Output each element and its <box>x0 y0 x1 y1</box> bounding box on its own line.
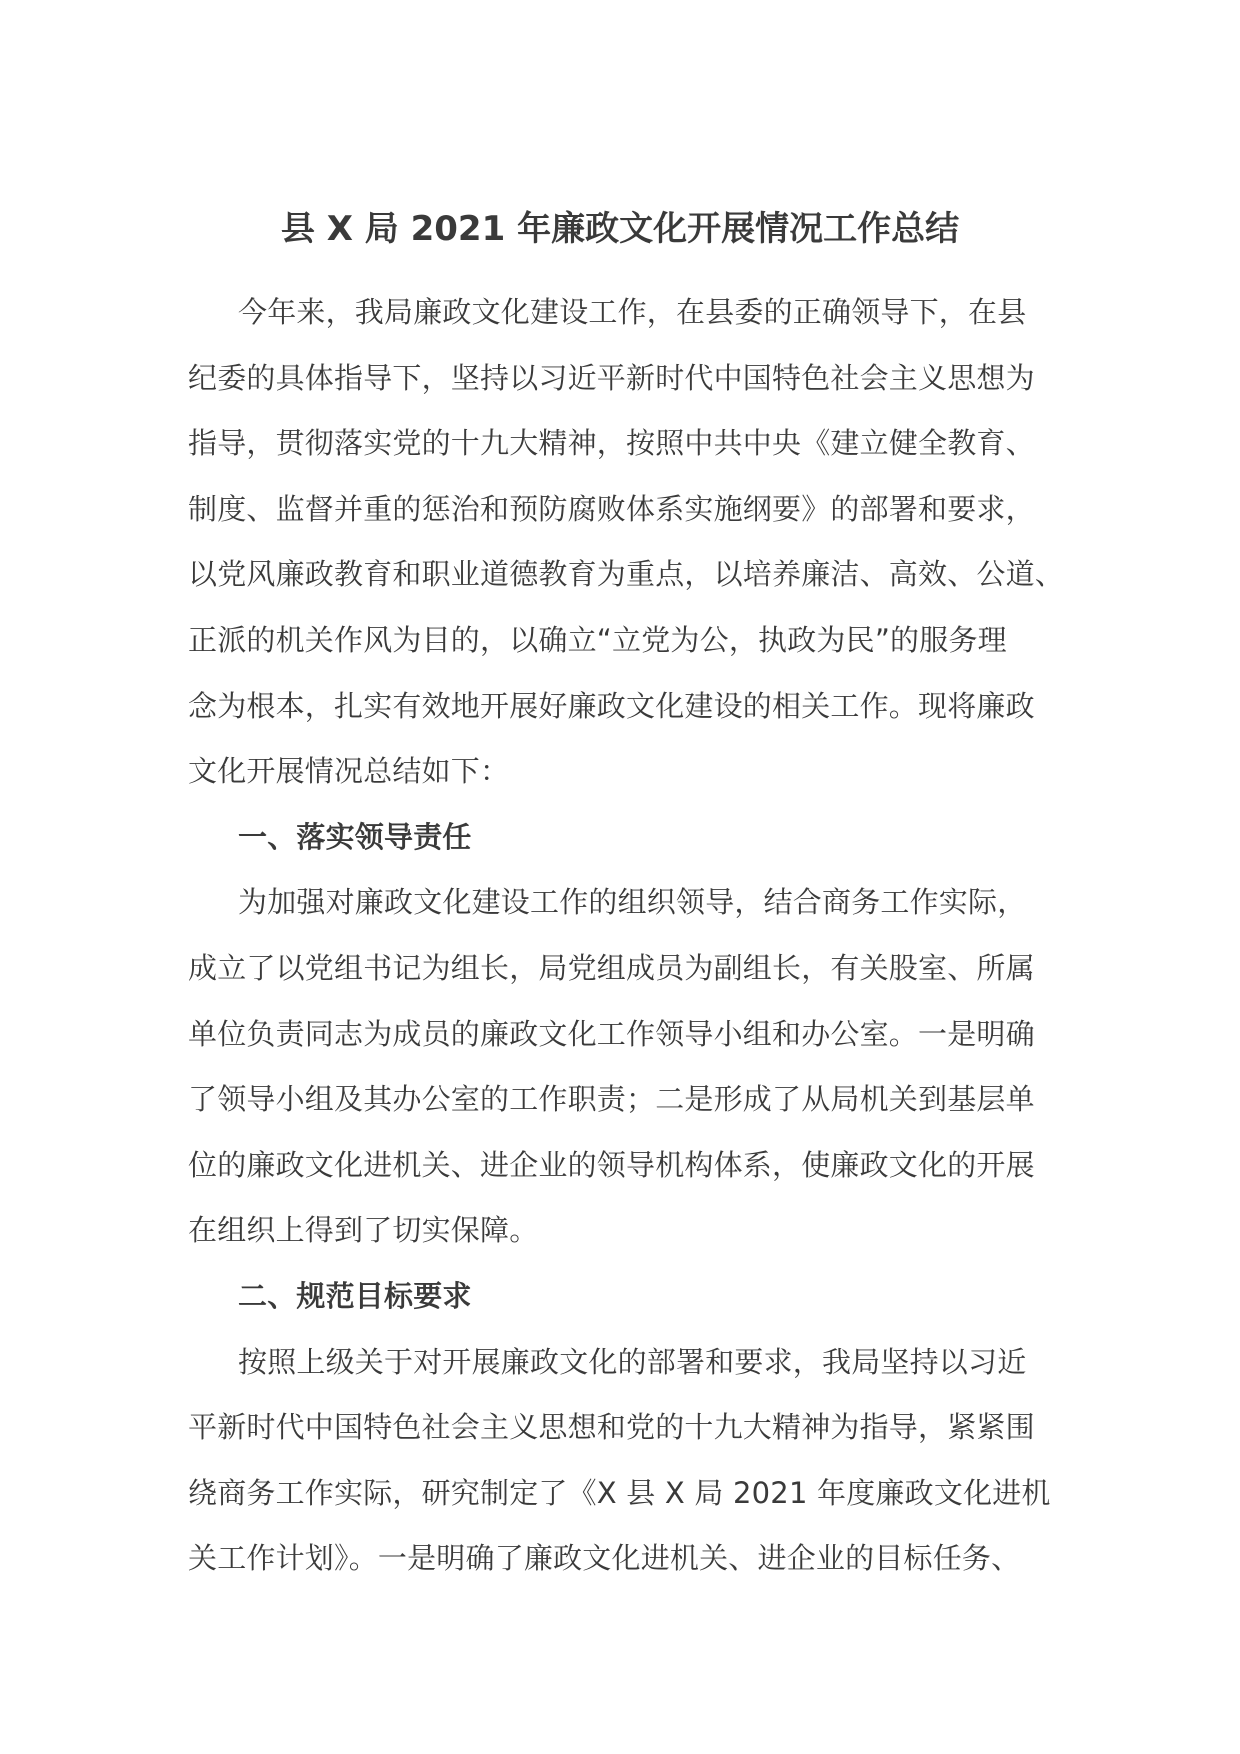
paragraph-line: 了领导小组及其办公室的工作职责；二是形成了从局机关到基层单 <box>188 1082 1035 1117</box>
paragraph-line: 以党风廉政教育和职业道德教育为重点，以培养廉洁、高效、公道、 <box>188 557 1065 592</box>
paragraph-line: 平新时代中国特色社会主义思想和党的十九大精神为指导，紧紧围 <box>188 1410 1035 1445</box>
paragraph-line: 单位负责同志为成员的廉政文化工作领导小组和办公室。一是明确 <box>188 1016 1035 1051</box>
paragraph-line: 关工作计划》。一是明确了廉政文化进机关、进企业的目标任务、 <box>188 1541 1021 1576</box>
paragraph-line: 绕商务工作实际，研究制定了《X 县 X 局 2021 年度廉政文化进机 <box>188 1475 1051 1510</box>
paragraph-line: 制度、监督并重的惩治和预防腐败体系实施纲要》的部署和要求， <box>188 491 1035 526</box>
paragraph-line: 纪委的具体指导下，坚持以习近平新时代中国特色社会主义思想为 <box>188 360 1035 395</box>
paragraph-line: 成立了以党组书记为组长，局党组成员为副组长，有关股室、所属 <box>188 950 1035 985</box>
paragraph-line: 念为根本，扎实有效地开展好廉政文化建设的相关工作。现将廉政 <box>188 688 1035 723</box>
paragraph-line: 指导，贯彻落实党的十九大精神，按照中共中央《建立健全教育、 <box>188 426 1035 461</box>
section-heading-1: 一、落实领导责任 <box>238 819 472 854</box>
paragraph-line: 今年来，我局廉政文化建设工作，在县委的正确领导下，在县 <box>238 295 1027 329</box>
document-title: 县 X 局 2021 年廉政文化开展情况工作总结 <box>280 209 960 249</box>
document-body <box>188 280 1065 1592</box>
paragraph-line: 正派的机关作风为目的，以确立“立党为公，执政为民”的服务理 <box>188 622 1007 657</box>
section-heading-2: 二、规范目标要求 <box>238 1278 472 1313</box>
paragraph-line: 位的廉政文化进机关、进企业的领导机构体系，使廉政文化的开展 <box>188 1147 1035 1182</box>
paragraph-line: 按照上级关于对开展廉政文化的部署和要求，我局坚持以习近 <box>238 1344 1027 1379</box>
paragraph-line: 文化开展情况总结如下： <box>188 754 510 789</box>
paragraph-line: 为加强对廉政文化建设工作的组织领导，结合商务工作实际， <box>238 885 1027 920</box>
paragraph-line: 在组织上得到了切实保障。 <box>188 1213 539 1248</box>
